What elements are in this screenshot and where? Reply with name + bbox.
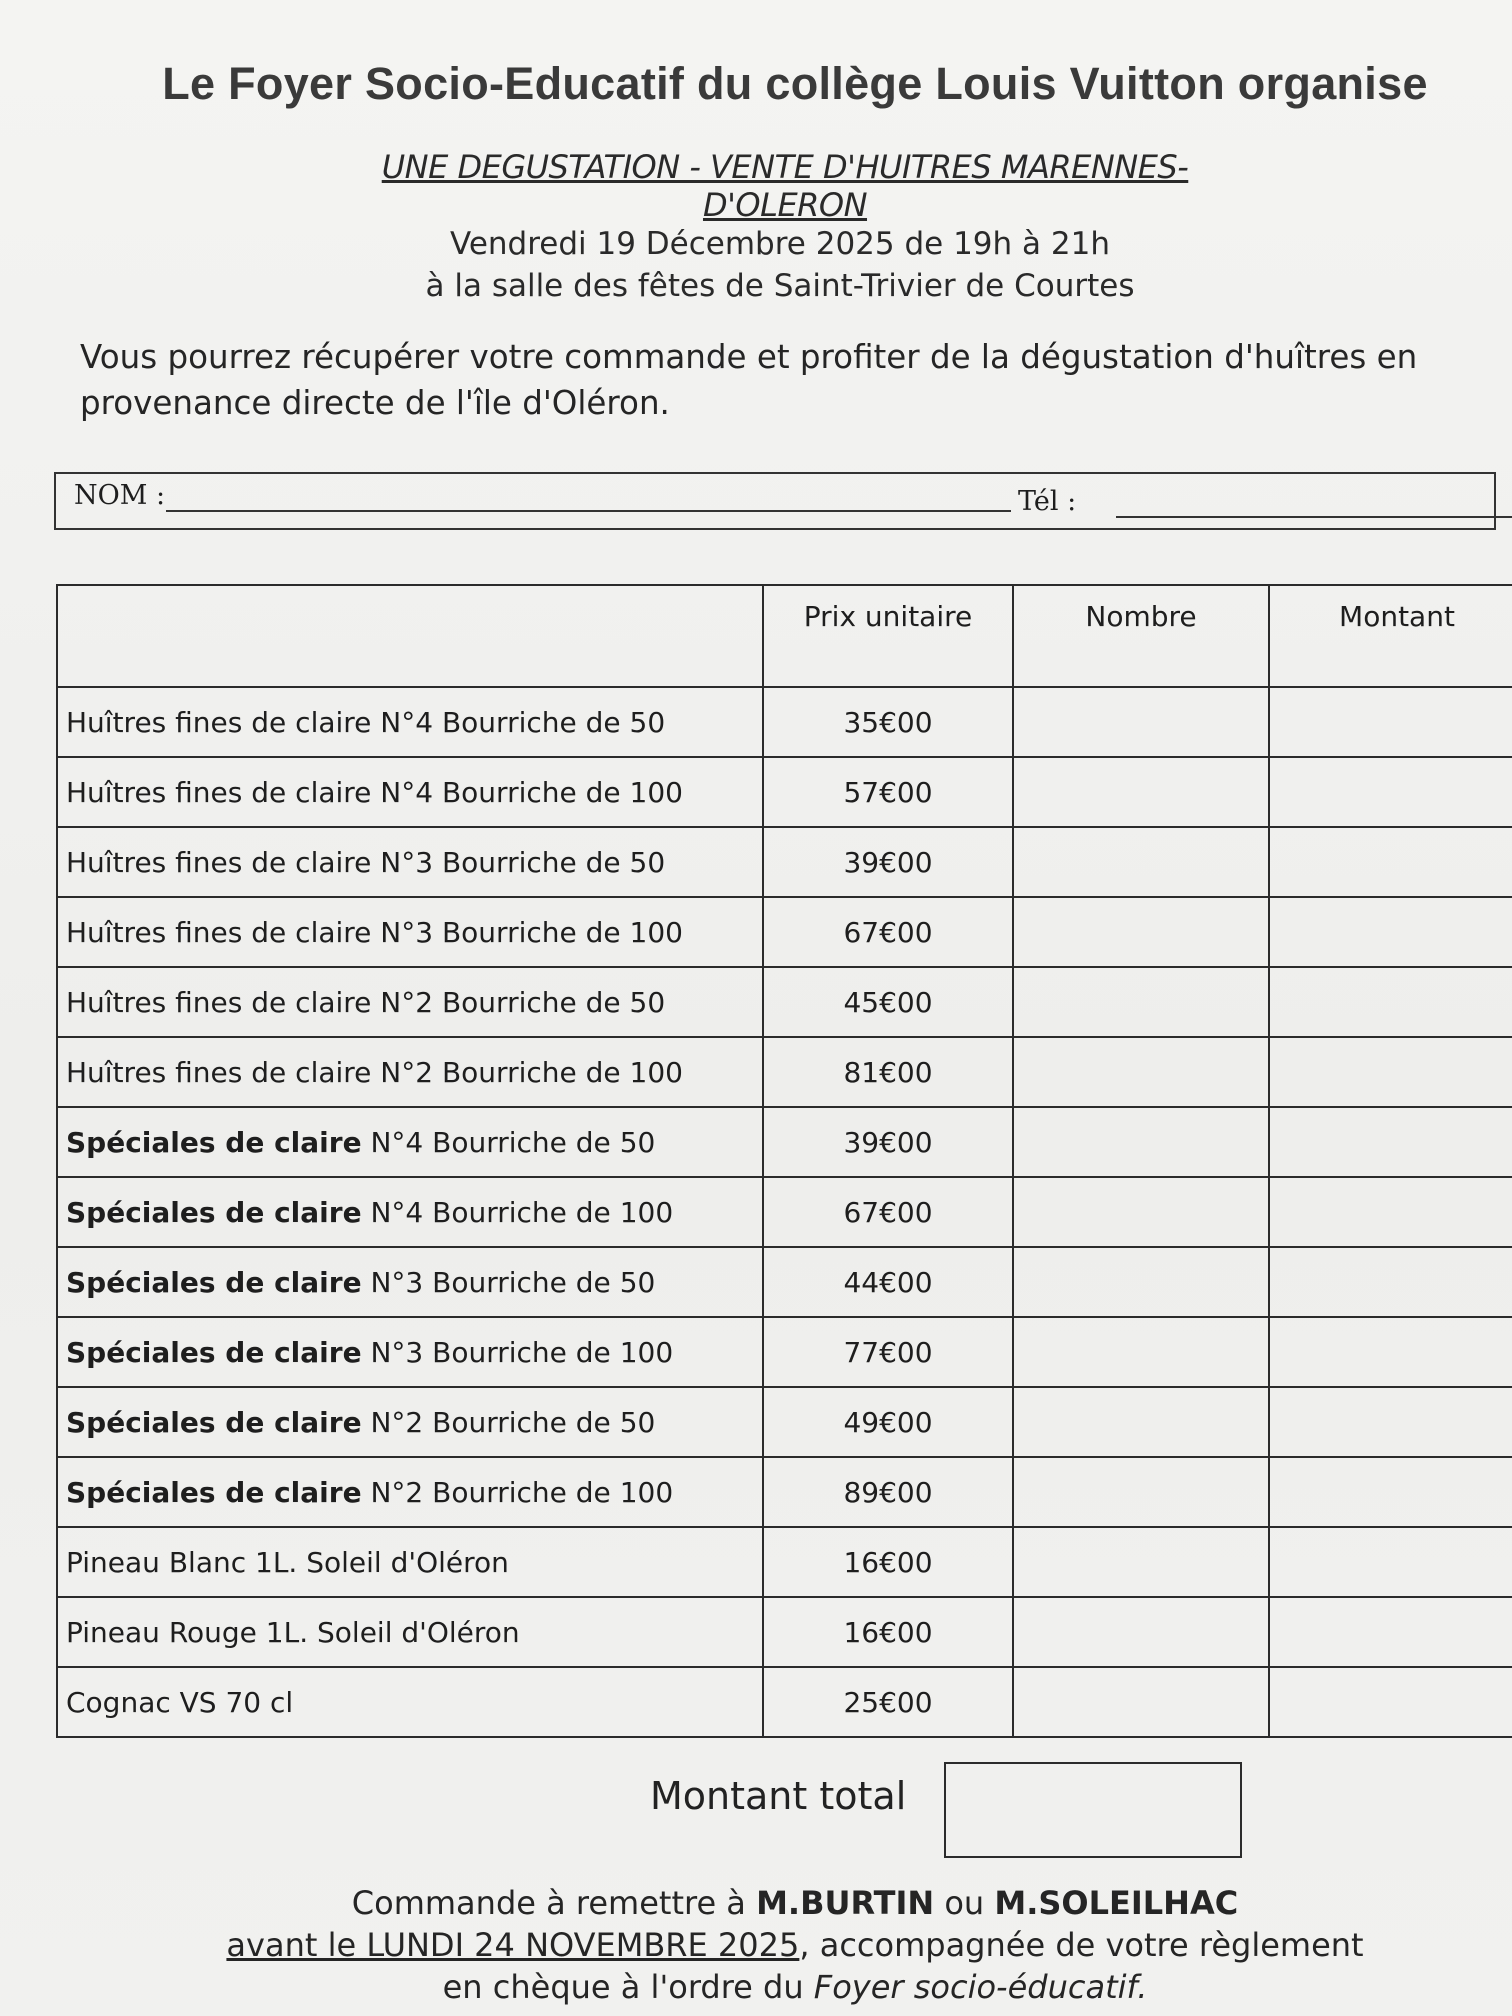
event-location: à la salle des fêtes de Saint-Trivier de Courtes <box>425 268 1135 304</box>
order-table <box>56 584 1512 1738</box>
product-name-rest: N°4 Bourriche de 50 <box>361 1125 656 1159</box>
product-name-bold: Spéciales de claire <box>66 1125 362 1159</box>
total-amount-field[interactable] <box>944 1762 1242 1858</box>
quantity-cell[interactable] <box>1013 1317 1269 1387</box>
payee: Foyer socio-éducatif. <box>813 1968 1148 2006</box>
product-name <box>57 1317 763 1387</box>
quantity-cell[interactable] <box>1013 1037 1269 1107</box>
quantity-cell[interactable] <box>1013 1247 1269 1317</box>
header-amount: Montant <box>1269 585 1512 687</box>
product-name <box>57 1387 763 1457</box>
table-row <box>57 967 1512 1037</box>
quantity-cell[interactable] <box>1013 1667 1269 1737</box>
table-header-row <box>57 585 1512 687</box>
table-row <box>57 1107 1512 1177</box>
contact-burtin: M.BURTIN <box>756 1884 935 1922</box>
unit-price: 35€00 <box>763 687 1013 757</box>
product-name <box>57 1247 763 1317</box>
quantity-cell[interactable] <box>1013 1457 1269 1527</box>
table-row <box>57 1457 1512 1527</box>
page-title: Le Foyer Socio-Educatif du collège Louis Vuitton organise <box>162 58 1428 109</box>
product-name: Huîtres fines de claire N°3 Bourriche de 100 <box>57 897 763 967</box>
product-name: Pineau Rouge 1L. Soleil d'Oléron <box>57 1597 763 1667</box>
product-name <box>57 1107 763 1177</box>
unit-price: 67€00 <box>763 897 1013 967</box>
product-name-bold: Spéciales de claire <box>66 1265 362 1299</box>
quantity-cell[interactable] <box>1013 1107 1269 1177</box>
quantity-cell[interactable] <box>1013 757 1269 827</box>
table-row <box>57 1527 1512 1597</box>
amount-cell[interactable] <box>1269 1387 1512 1457</box>
unit-price: 77€00 <box>763 1317 1013 1387</box>
amount-cell[interactable] <box>1269 1597 1512 1667</box>
header-product <box>57 585 763 687</box>
intro-text: Vous pourrez récupérer votre commande et profiter de la dégustation d'huîtres en provenance directe de l'île d'Oléron. <box>80 338 1418 422</box>
header-quantity: Nombre <box>1013 585 1269 687</box>
footer-line-2 <box>220 1926 1370 1964</box>
amount-cell[interactable] <box>1269 1317 1512 1387</box>
unit-price: 81€00 <box>763 1037 1013 1107</box>
amount-cell[interactable] <box>1269 1527 1512 1597</box>
quantity-cell[interactable] <box>1013 1177 1269 1247</box>
product-name: Huîtres fines de claire N°2 Bourriche de 100 <box>57 1037 763 1107</box>
product-name-bold: Spéciales de claire <box>66 1405 362 1439</box>
unit-price: 39€00 <box>763 1107 1013 1177</box>
tel-field[interactable] <box>1116 516 1512 518</box>
product-name-bold: Spéciales de claire <box>66 1195 362 1229</box>
unit-price: 89€00 <box>763 1457 1013 1527</box>
product-name: Huîtres fines de claire N°4 Bourriche de 50 <box>57 687 763 757</box>
footer-text: Commande à remettre à <box>351 1884 757 1922</box>
nom-label: NOM : <box>74 480 166 511</box>
contact-soleilhac: M.SOLEILHAC <box>994 1884 1239 1922</box>
deadline: avant le LUNDI 24 NOVEMBRE 2025 <box>226 1926 800 1964</box>
footer-text: en chèque à l'ordre du <box>442 1968 814 2006</box>
table-row <box>57 1037 1512 1107</box>
header-price: Prix unitaire <box>763 585 1013 687</box>
table-row <box>57 897 1512 967</box>
nom-field[interactable] <box>166 510 1011 512</box>
unit-price: 16€00 <box>763 1527 1013 1597</box>
table-row <box>57 1317 1512 1387</box>
quantity-cell[interactable] <box>1013 897 1269 967</box>
product-name-rest: N°2 Bourriche de 50 <box>361 1405 656 1439</box>
product-name-rest: N°3 Bourriche de 100 <box>361 1335 674 1369</box>
table-row <box>57 1597 1512 1667</box>
table-row <box>57 1667 1512 1737</box>
product-name-bold: Spéciales de claire <box>66 1475 362 1509</box>
unit-price: 45€00 <box>763 967 1013 1037</box>
amount-cell[interactable] <box>1269 897 1512 967</box>
footer-text: , accompagnée de votre règlement <box>799 1926 1364 1964</box>
unit-price: 57€00 <box>763 757 1013 827</box>
contact-box <box>54 472 1496 530</box>
unit-price: 16€00 <box>763 1597 1013 1667</box>
table-row <box>57 827 1512 897</box>
quantity-cell[interactable] <box>1013 1387 1269 1457</box>
product-name-rest: N°3 Bourriche de 50 <box>361 1265 656 1299</box>
unit-price: 44€00 <box>763 1247 1013 1317</box>
product-name-rest: N°2 Bourriche de 100 <box>361 1475 674 1509</box>
product-name: Pineau Blanc 1L. Soleil d'Oléron <box>57 1527 763 1597</box>
table-row <box>57 1177 1512 1247</box>
footer-line-3 <box>220 1968 1370 2006</box>
amount-cell[interactable] <box>1269 687 1512 757</box>
amount-cell[interactable] <box>1269 1457 1512 1527</box>
product-name: Huîtres fines de claire N°3 Bourriche de 50 <box>57 827 763 897</box>
product-name-bold: Spéciales de claire <box>66 1335 362 1369</box>
event-date: Vendredi 19 Décembre 2025 de 19h à 21h <box>450 226 1110 262</box>
amount-cell[interactable] <box>1269 1107 1512 1177</box>
product-name-rest: N°4 Bourriche de 100 <box>361 1195 674 1229</box>
amount-cell[interactable] <box>1269 1037 1512 1107</box>
unit-price: 39€00 <box>763 827 1013 897</box>
quantity-cell[interactable] <box>1013 827 1269 897</box>
product-name <box>57 1177 763 1247</box>
quantity-cell[interactable] <box>1013 1527 1269 1597</box>
product-name: Huîtres fines de claire N°2 Bourriche de 50 <box>57 967 763 1037</box>
amount-cell[interactable] <box>1269 1247 1512 1317</box>
quantity-cell[interactable] <box>1013 1597 1269 1667</box>
event-subtitle: UNE DEGUSTATION - VENTE D'HUITRES MARENNES-D'OLERON <box>381 148 1189 224</box>
quantity-cell[interactable] <box>1013 967 1269 1037</box>
product-name: Cognac VS 70 cl <box>57 1667 763 1737</box>
amount-cell[interactable] <box>1269 1667 1512 1737</box>
product-name <box>57 1457 763 1527</box>
total-label: Montant total <box>650 1774 907 1818</box>
unit-price: 49€00 <box>763 1387 1013 1457</box>
table-row <box>57 1387 1512 1457</box>
footer-line-1 <box>220 1884 1370 1922</box>
table-row <box>57 1247 1512 1317</box>
amount-cell[interactable] <box>1269 967 1512 1037</box>
amount-cell[interactable] <box>1269 827 1512 897</box>
table-row <box>57 687 1512 757</box>
footer-text: ou <box>934 1884 995 1922</box>
unit-price: 67€00 <box>763 1177 1013 1247</box>
unit-price: 25€00 <box>763 1667 1013 1737</box>
product-name: Huîtres fines de claire N°4 Bourriche de 100 <box>57 757 763 827</box>
table-row <box>57 757 1512 827</box>
amount-cell[interactable] <box>1269 1177 1512 1247</box>
quantity-cell[interactable] <box>1013 687 1269 757</box>
amount-cell[interactable] <box>1269 757 1512 827</box>
tel-label: Tél : <box>1018 486 1077 517</box>
